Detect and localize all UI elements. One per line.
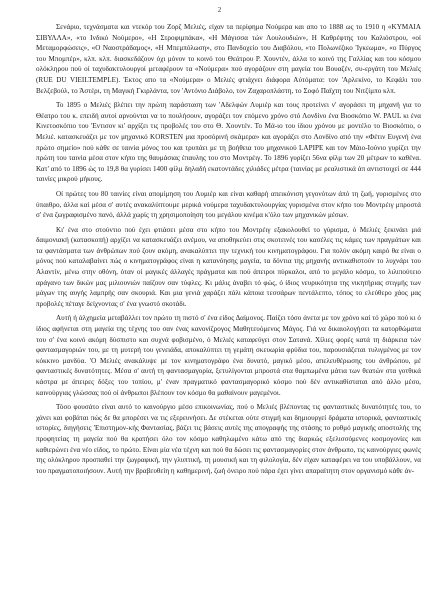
paragraph: Σενάριο, τεχνάσματα και ντεκόρ του Ζορζ Μελιές, είχαν τα περίφημα Νούμερα και απο το 1888 ως το 1910 η «ΚΥΜΑΙΑ ΣΙΒΥΛΛΑ», «το Ινδικό Νούμερο», «Η Στροφιμπάκα», «Η Μάγισσα τών Λουλουδιών», Η Καθρέφτης του Καλιόστρου, «οί Μεταμορφώσεις», «Ο Ναοστράδαμος», «Η Μπεμπόλωση», στο Πανδοχείο του Διαβόλου, «το Πολωνέζικο 'Ιγκεωμα», «ο Πύργος του Μπομπέρ», κλπ. κλπ. διασκεδάζουν όχι μόνον το κοινό του Θεάτρου Ρ. Χουντέν, άλλα το κοινό της Γαλλίας και του κόσμου ολόκληρου πού οί ταχυδακτυλουργοί μεταφέρουν τα «Νούμερα» πού αγοράζουν στη μαγεία του Βουαζέν, συ-εργάτη του Μελιές (RUE DU VIEILTEMPLE). Έκτος απο τα «Νούμερα» ο Μελιές φτιάχνει διάφορα Αύτόματα: τον 'Αρλεκίνο, το Κεφάλι του Βελζεβούλ, το Άστέρι, τη Μαγική Γκιρλάντα, τον 'Αντόνιο Διάβολο, τον Ζαχαροπλάστη, το Σοφό Παϊχτη του Νιτζίμπο κλπ.: [36, 23, 421, 95]
paragraph: Τόσο φουσάτο είναι αυτό το καινούργιο μέσο επικοινωνίας, πού ο Μελιές βλέποντας τις φανταστικές δυνατότητές του, το χάνει και φοβάται πώς δε θα μπορέσει να τις εξερευνήσει. Δε στέκεται ούτε στιγμή και δημιουργεί δράματα ιστορικά, φανταστικές ιστορίες, διηγήσεις 'Επιστημον-κής Φαντασίας, βάζει τις βάσεις αυτές της απογραφής της στάσης το ρυθμό μαγικής αποστολής της προφητείας τη μαγεία πού θα κρατήσει όλο τον κόσμο καθηλωμένο κάτω από της διαρκώς εξελισσόμενες κοσμογονίες και καθιερώνει ένα νέο είδος, το πρώτο. Είναι μία νέα τέχνη και πού θα δώσει τις φαντασμαγορίες στον άνθρωπο, τις καινούργιες φωνές της ολόκληρου προσπαθεί την ζωγραφική, την γλυπτική, τη μουσική και τη φιλολογία, δέν είχαν καταφέρει να του υποβάλλουν, να του πραγματοποιήσουν. Αυτή την βραβευθείη η καθημερινή, ζωή όνειρο πού πάρα έχει γίνει απαραίτητη στον οργανισμό κάθε άν-: [36, 403, 421, 475]
paragraph: Αυτή ή άλχημεία μεταβάλλει τον πρώτο τη πιστό σ' ένα είδος Δαίμονος. Παίζει τόσο άνετα με τον χρόνο καί τό χώρο πού κι ό ίδιος αφήνεται στη μαγεία της τέχνης του σαν ένας κανονίζρογος Μαθητευόμενος Μάγος. Γιά να δικαιολογήσει τα κατορθώματα του σ' ένα κοινό ακόμη δύσπιστο και συχνά φοβισμένο, ό Μελιές καταφεύγει στον Σατανά. Χίλιες φορές κατά τη διάρκεια τών φαντασμαγοριών του, με τη μυτερή του γενειάδα, αποκαλύπτει τη γεμάτη σκευωρία φρύδια του, παρουσιάζεται τυλιγμένος με τον κόκκινο μανδύα. 'Ο Μελιές ανακάλυψε με τον κινηματογράφο ένα δυνατό, μαγικό μέσο, απελευθέρωσης του άνθρώπου, μέ φανταστικές δυνατότητες. Μέσα σ' αυτή τη φαντασμαγορία, ξετυλίγονται μπροστά στα θαμπωμένα μάτια των θεατών στα γοτθικά κάστρα με άπειρες δόξες του τοπίου, μ' έναν πραγματικό φαντασμαγορικό κόσμο πού δέν αντικαθίσταται από άλλο μέσο, καινούργιας γλώσσας πού οί άνθρωποι βλέπουν τον κόσμο θα μαθαίνουν μαγεμένοι.: [36, 314, 421, 397]
paragraph: Κι' ένα στο στούντιο πού έχει φτιάσει μέσα στο κήπο του Μοντρέιγ εξακολουθεί το γύρισμα, ό Μελιές ξεκινάει μιά δαιμονιακή (κατασκοπή) αρχίζει να κατασκευάζει ανέμου, να αποθηκεύει στις σκοτεινές του κασέλες τις κάμες των πραγμάτων και τα φαντάσματα των άνθρώπων πού ζουν ακόμη, ανακαλύπτει την τεχνική του κινηματογράφου. Για πολύν ακόμη καιρό θα είναι ο μόνος πού καταλαβαίνει πώς ο κινηματογράφος είναι η κατανόησης μαγεία, τα δόντια της μηχανής αντικαθιστούν το λυχνάρι του Αλαντίν, μένω στην οθόνη, όταν οί μαγικές άλλαγές πράγματα και πού άπειροι πύρκαλοι, από το μεγάλο κόσμο, το λιλιπούτειο αράγανο των δικών μας μιλιουνιών παίζουν σαν τύφλες. Κι μάλις άναβει τό φώς, ό ίδιος νευρικότητα της νικητήριας στιγμής των μάγων της αυγής λαμπρής σαν σκουριά. Και μια γενιά χαράζει πάλι κάποια τεσσάρων πεντάλεπτο, τόπος το ελεύθερο χάος μας προβολές πέταγε δείχνοντας σ' ένα γνωστό σκοτάδι.: [36, 225, 421, 308]
paragraph: Το 1895 ο Μελιές βλέπει την πρώτη παράσταση των 'Αδελφών Λυμιέρ και τους προτείνει ν' αγοράσει τη μηχανή για το Θέατρο του κ. επειδή αυτοί αρνούνται να το πουλήσουν, αγοράζει τον επόμενο χρόνο στό Λονδίνο ένα Βιοσκόπιο W. PAUL κι ένα Κινετοσκόπιο του 'Εντισον κι' αρχίζει τις προβολές του στο Θ. Χουντέν. Το Μά-ιο του ίδιου χρόνου με μοντέλο το Βιοσκόπιο, ο Μελιέ. κατασκευάζει με τον μηχανικό KORSTEN μια προσόρινή σκάμερα» και αγοράζει στο Λονδίνο από την «Φέτιν Ευγενή ένα πρώτο σημείο» πού κάθε σε ταινία μόνος του και τρυπάει με τη βοήθεια του μηχανικού LAPIPE και τον Μάιο-Ιούνιο γυρίζει την πρώτη του ταινία μέσα στον κήπο της θαυμάσιας έπαυλης του στο Μοντρέιγ. Το 1896 γυρίζει 56να φίλμ των 20 μέτρων το καθένα. Κατ' από το 1896 ώς το 19,8 θα γυρίσει 1400 φίλμ δηλαδή εκατοντάδες χιλιάδες μέτρα (ταινίας με ρεαλιστικά άπ αντιστοιχεί σε 444 ταινίες μικρού μήκους.: [36, 101, 421, 184]
page-number: 2: [217, 6, 222, 14]
paragraph: Οί πρώτες του 80 ταινίες είναι απομίμηση του Λυμιέρ και είναι καθαρή απεικόνιση γεγονότων άπό τη ζωή, γυρισμένες στο ύπαιθρο, άλλα καί μέσα σ' αυτές ανακαλύπτουμε μερικά νούμερα ταχυδακτυλουργίας γυρισμένα στον κήπο του Μοντρέιγ μπροστά σ' ένα ζωγραφισμένο πανό, άλλά χωρίς τη χρησιμοποίηση του μεγάλου κινέμα κ'όλο των μηχανικών μέσων.: [36, 189, 421, 220]
